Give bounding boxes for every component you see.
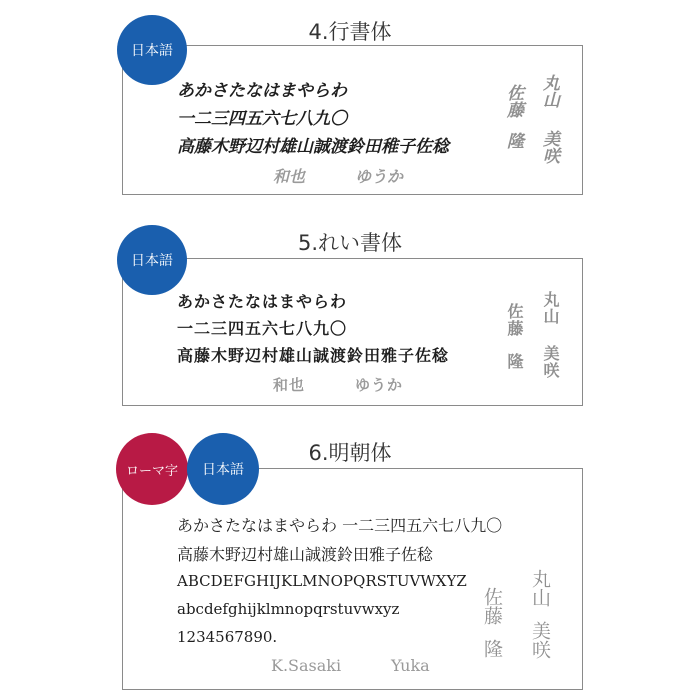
sample-line-kana-numerals: あかさたなはまやらわ 一二三四五六七八九〇 [177,516,503,535]
name-vertical-left-given: 隆 [505,353,524,370]
name-horizontal-second: ゆうか [355,376,404,394]
sample-line-kanji: 高藤木野辺村雄山誠渡鈴田雅子佐稔 [177,545,434,564]
badge-japanese: 日本語 [117,15,187,85]
sample-card-gyosho [122,45,583,195]
name-vertical-right-given: 美咲 [529,621,551,659]
name-vertical-right-surname: 丸山 [539,74,559,108]
name-vertical-left-surname: 佐藤 [503,84,523,118]
name-vertical-left-given: 隆 [481,639,503,658]
section-title-gyosho: 4.行書体 [308,20,392,44]
name-vertical-right-given: 美咲 [539,130,559,164]
name-horizontal-second: ゆうか [355,167,404,186]
sample-line-lowercase: abcdefghijklmnopqrstuvwxyz [177,600,400,618]
name-vertical-right-surname: 丸山 [529,569,551,607]
name-vertical-left-surname: 佐藤 [481,587,503,625]
sample-line-kanji: 高藤木野辺村雄山誠渡鈴田稚子佐稔 [177,137,449,157]
badge-japanese: 日本語 [187,433,259,505]
sample-line-digits: 1234567890. [177,628,278,646]
name-vertical-left-given: 隆 [503,132,523,149]
sample-line-kanji: 高藤木野辺村雄山誠渡鈴田雅子佐稔 [177,346,450,365]
name-vertical-left-surname: 佐藤 [505,303,524,337]
sample-card-reisho [122,258,583,406]
section-title-mincho: 6.明朝体 [308,441,392,465]
sample-line-kana: あかさたなはまやらわ [177,292,348,311]
sample-card-mincho [122,468,583,690]
section-title-reisho: 5.れい書体 [297,231,403,255]
name-horizontal-first: 和也 [273,167,306,186]
sample-line-numerals: 一二三四五六七八九〇 [177,109,347,129]
name-vertical-right-surname: 丸山 [541,291,560,325]
name-horizontal-second: Yuka [391,656,430,675]
name-horizontal-first: 和也 [273,376,306,394]
badge-romaji: ローマ字 [116,433,188,505]
name-vertical-right-given: 美咲 [541,345,560,379]
badge-japanese: 日本語 [117,225,187,295]
name-horizontal-first: K.Sasaki [271,656,342,675]
sample-line-uppercase: ABCDEFGHIJKLMNOPQRSTUVWXYZ [177,572,467,590]
sample-line-kana: あかさたなはまやらわ [177,81,347,101]
sample-line-numerals: 一二三四五六七八九〇 [177,319,348,338]
